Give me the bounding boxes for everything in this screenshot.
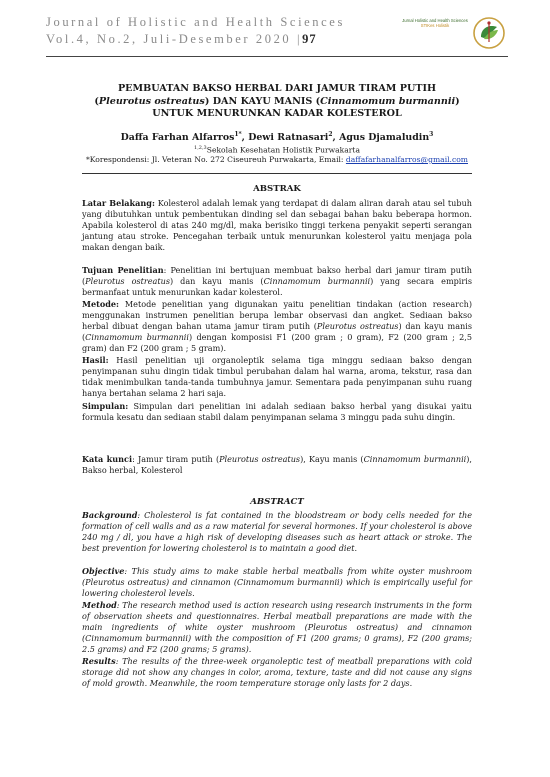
header-rule: [46, 56, 508, 57]
objective-text: : This study aims to make stable herbal meatballs from white oyster mushroom (Pleurotus ostreatus) and cinnamon (Cinnamomum burmannii) which is empirically useful for lowering cholesterol levels.: [82, 566, 472, 599]
author-3-sup: 3: [429, 131, 434, 138]
latar-text: Kolesterol adalah lemak yang terdapat di dalam aliran darah atau sel tubuh yang dibutuhkan untuk pembentukan dinding sel dan sebagai bahan baku beberapa hormon. Apabila kolesterol di atas 240 mg/dl, maka berisiko tinggi terkena penyakit seperti serangan jantung atau stroke. Pencegahan terbaik untuk menurunkan kolesterol yaitu menjaga pola makan dengan baik.: [82, 198, 472, 253]
abstrak-keywords: [82, 454, 472, 476]
abstrak-heading: ABSTRAK: [253, 184, 301, 194]
title-species-2: Cinnamomum burmannii: [320, 95, 456, 107]
method-text: : The research method used is action research using research instruments in the form of observation sheets and questionnaires. Herbal meatball preparations are made with the main ingredients of white oyster mushroom (Pleurotus ostreatus) and cinnamon (Cinnamomum burmannii) with the composition of F1 (200 grams; 0 grams), F2 (200 grams; 2.5 grams) and F2 (200 grams; 5 grams).: [82, 600, 472, 655]
affiliation-text: Sekolah Kesehatan Holistik Purwakarta: [206, 145, 360, 155]
metode-text-3: ) dengan komposisi F1 (200 gram ; 0 gram), F2 (200 gram ; 2,5 gram) dan F2 (200 gram ; 5 gram).: [82, 332, 472, 354]
background-label: Background: [82, 510, 138, 520]
logo-text-top: Jurnal Holistic and Health Sciences: [402, 18, 468, 23]
keywords-text-2: ), Kayu manis (: [300, 454, 364, 464]
logo-emblem-icon: [472, 16, 506, 50]
journal-name: Journal of Holistic and Health Sciences: [46, 15, 345, 29]
page-number: 97: [302, 32, 317, 46]
abstrak-metode: [82, 299, 472, 354]
tujuan-label: Tujuan Penelitian: [82, 265, 164, 275]
journal-volume: [46, 31, 406, 48]
correspondence-text: *Korespondensi: Jl. Veteran No. 272 Ciseureuh Purwakarta, Email:: [86, 155, 346, 164]
abstract-results: [82, 656, 472, 689]
metode-species-1: Pleurotus ostreatus: [316, 321, 399, 332]
author-3: , Agus Djamaludin: [332, 132, 430, 144]
title-paren-close: ): [455, 95, 460, 107]
tujuan-species-1: Pleurotus ostreatus: [85, 276, 170, 287]
simpulan-text: Simpulan dari penelitian ini adalah sediaan bakso herbal yang disukai yaitu formula kesatu dan sediaan stabil dalam penyimpanan selama 3 minggu pada suhu dingin.: [82, 401, 472, 423]
simpulan-label: Simpulan:: [82, 401, 129, 411]
abstrak-hasil: [82, 355, 472, 399]
keywords-text-3: ), Bakso herbal, Kolesterol: [82, 454, 472, 476]
author-2-sup: 2: [328, 131, 333, 138]
author-list: [46, 131, 508, 143]
journal-header: [46, 14, 406, 48]
title-line-1: PEMBUATAN BAKSO HERBAL DARI JAMUR TIRAM PUTIH: [117, 83, 437, 94]
logo-text: [400, 18, 470, 28]
hasil-text: Hasil penelitian uji organoleptik selama tiga minggu sediaan bakso dengan penyimpanan suhu dingin tidak timbul perubahan dalam hal warna, aroma, tekstur, rasa dan tidak menimbulkan tanda-tanda tumbuhnya jamur. Sementara pada penyimpanan suhu ruang hanya bertahan selama 2 hari saja.: [82, 355, 472, 399]
title-mid: ) DAN KAYU MANIS (: [204, 95, 321, 107]
title-paren-open: (: [94, 95, 99, 107]
keywords-label: Kata kunci: [82, 454, 133, 464]
author-1: Daffa Farhan Alfarros: [120, 132, 235, 144]
latar-label: Latar Belakang:: [82, 198, 155, 208]
email-link[interactable]: daffafarhanalfarros@gmail.com: [345, 155, 468, 164]
metode-species-2: Cinnamomum burmannii: [85, 332, 189, 343]
metode-text-2: ) dan kayu manis (: [82, 321, 472, 343]
title-species-1: Pleurotus ostreatus: [98, 95, 205, 107]
method-label: Method: [82, 600, 117, 610]
tujuan-species-2: Cinnamomum burmannii: [263, 276, 371, 287]
abstrak-latar-belakang: [82, 198, 472, 253]
author-2: , Dewi Ratnasari: [241, 132, 329, 144]
metode-text-1: Metode penelitian yang digunakan yaitu penelitian tindakan (action research) menggunakan instrumen penelitian berupa lembar observasi dan angket. Sediaan bakso herbal dibuat dengan bahan utama jamur tiram putih (: [82, 299, 472, 332]
abstract-background: [82, 510, 472, 554]
volume-text: Vol.4, No.2, Juli-Desember 2020 |: [46, 32, 303, 46]
abstract-objective: [82, 566, 472, 599]
objective-label: Objective: [82, 566, 125, 576]
metode-label: Metode:: [82, 299, 120, 309]
abstrak-simpulan: [82, 401, 472, 423]
title-line-2: [46, 96, 508, 109]
keywords-text-1: : Jamur tiram putih (: [132, 454, 220, 464]
affiliation-sup: 1,2,3: [194, 145, 207, 151]
correspondence: [46, 155, 508, 164]
abstract-method: [82, 600, 472, 655]
tujuan-text-3: ) yang secara empiris bermanfaat untuk menurunkan kadar kolesterol.: [82, 276, 473, 298]
abstrak-tujuan: [82, 265, 472, 298]
keywords-species-1: Pleurotus ostreatus: [219, 454, 301, 464]
background-text: : Cholesterol is fat contained in the bloodstream or body cells needed for the formation of cell walls and as a raw material for several hormones. If your cholesterol is above 240 mg / dl, you have a high risk of developing diseases such as heart attack or stroke. The best prevention for lowering cholesterol is to maintain a good diet.: [82, 510, 472, 554]
affiliation: [46, 145, 508, 155]
author-1-sup: 1*: [234, 131, 242, 138]
section-rule: [82, 173, 472, 174]
title-line-3: UNTUK MENURUNKAN KADAR KOLESTEROL: [152, 108, 402, 119]
keywords-species-2: Cinnamomum burmannii: [363, 454, 467, 464]
logo-text-bottom: STIKes Holistik: [420, 23, 450, 28]
hasil-label: Hasil:: [82, 355, 109, 365]
journal-logo: [398, 14, 508, 52]
abstract-heading: ABSTRACT: [250, 497, 304, 507]
tujuan-text-2: ) dan kayu manis (: [169, 276, 264, 287]
results-text: : The results of the three-week organoleptic test of meatball preparations with cold storage did not show any changes in color, aroma, texture, taste and did not cause any signs of mold growth. Meanwhile, the room temperature storage only lasts for 2 days.: [82, 656, 472, 689]
results-label: Results: [82, 656, 116, 666]
tujuan-text-1: : Penelitian ini bertujuan membuat bakso herbal dari jamur tiram putih (: [82, 265, 472, 287]
article-title: [46, 83, 508, 121]
